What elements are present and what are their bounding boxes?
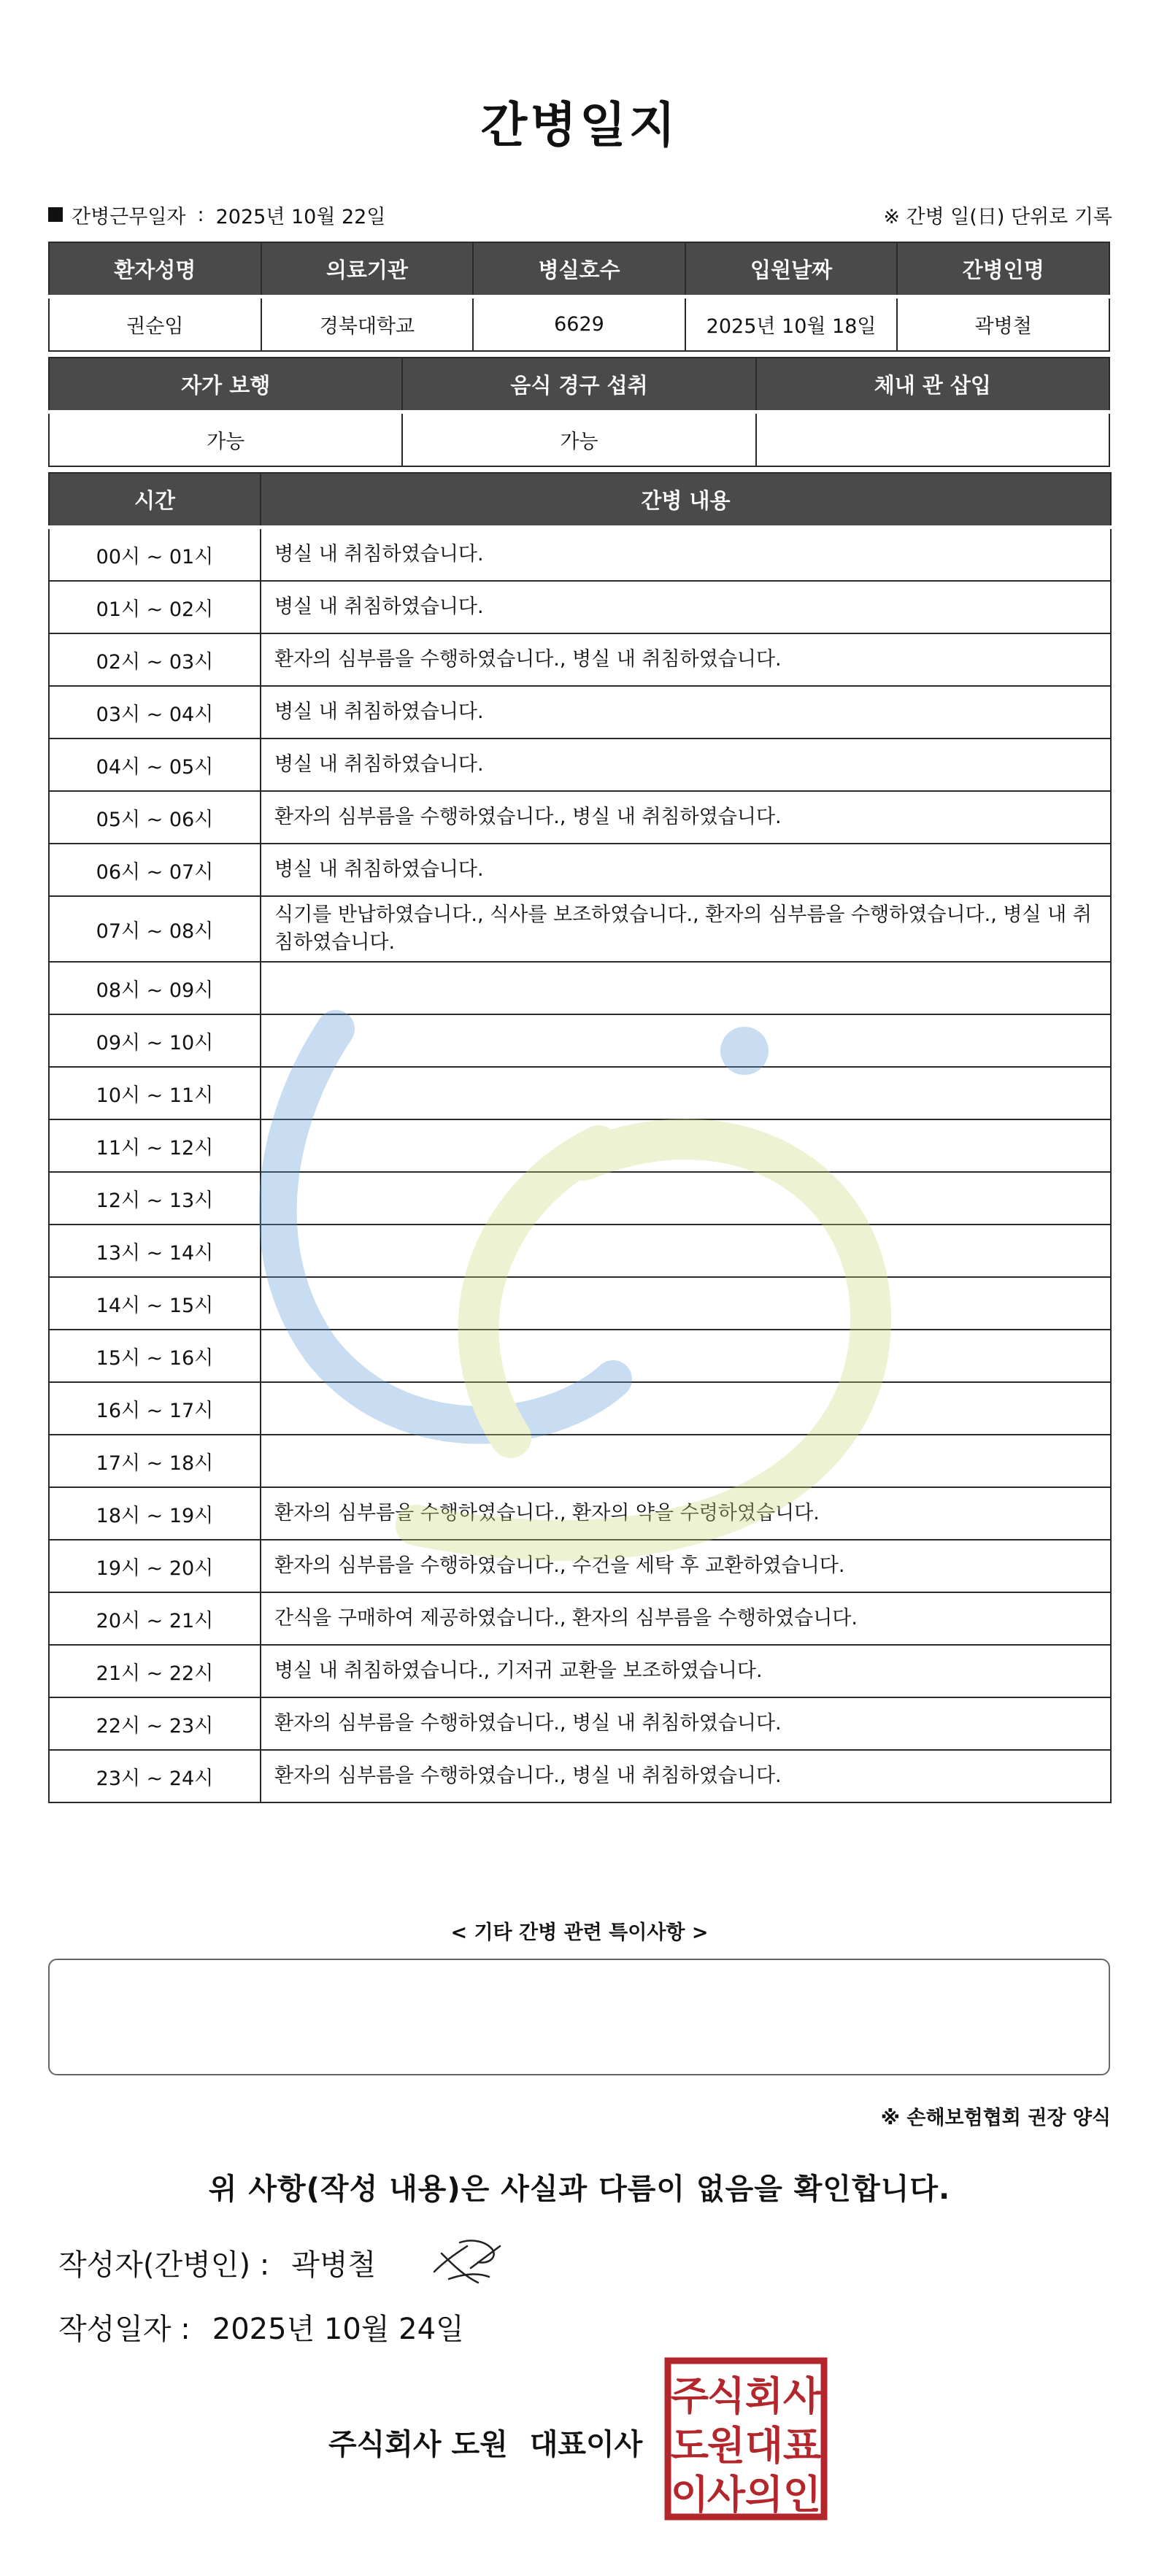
care-content: [261, 1067, 1111, 1119]
oral-intake-value: 가능: [402, 412, 755, 467]
care-content: [261, 962, 1111, 1014]
seal-character: 이: [670, 2472, 709, 2518]
company-name: 주식회사 도원: [328, 2428, 508, 2461]
time-slot: 20시 ~ 21시: [49, 1592, 261, 1645]
confirmation-statement: 위 사항(작성 내용)은 사실과 다름이 없음을 확인합니다.: [208, 2172, 951, 2206]
work-date-label: 간병근무일자: [72, 205, 186, 228]
care-content: [261, 1330, 1111, 1382]
work-date-value: 2025년 10월 22일: [215, 205, 386, 228]
table-row: [49, 1697, 1111, 1750]
care-content: [261, 1435, 1111, 1487]
table-row: [49, 739, 1111, 791]
seal-character: 도: [670, 2423, 709, 2469]
time-slot: 18시 ~ 19시: [49, 1487, 261, 1540]
table-row: [49, 686, 1111, 739]
header-tube-insertion: 체내 관 삽입: [756, 358, 1109, 412]
care-content: [261, 1172, 1111, 1225]
written-date-label: 작성일자 :: [58, 2313, 190, 2346]
header-admission-date: 입원날짜: [685, 242, 898, 297]
square-bullet-icon: [48, 207, 63, 222]
table-row: [49, 1645, 1111, 1697]
care-content: [261, 1119, 1111, 1172]
time-slot: 13시 ~ 14시: [49, 1225, 261, 1277]
care-content: 병실 내 취침하였습니다.: [261, 528, 1111, 582]
recommended-form-note: ※ 손해보험협회 권장 양식: [880, 2107, 1111, 2129]
seal-character: 의: [744, 2472, 784, 2518]
time-slot: 22시 ~ 23시: [49, 1697, 261, 1750]
time-slot: 01시 ~ 02시: [49, 581, 261, 633]
work-date-group: [48, 201, 385, 229]
seal-character: 원: [706, 2423, 746, 2469]
hospital-name: 경북대학교: [261, 297, 474, 352]
table-row: [49, 844, 1111, 896]
room-number: 6629: [473, 297, 685, 352]
care-log-table: [48, 472, 1112, 1803]
care-content: 병실 내 취침하였습니다.: [261, 844, 1111, 896]
header-hospital: 의료기관: [261, 242, 474, 297]
time-slot: 11시 ~ 12시: [49, 1119, 261, 1172]
care-content: [261, 1225, 1111, 1277]
table-row: [49, 1172, 1111, 1225]
tube-insertion-value: [756, 412, 1109, 467]
table-row: [49, 962, 1111, 1014]
table-row: [49, 1487, 1111, 1540]
care-content: 환자의 심부름을 수행하였습니다., 병실 내 취침하였습니다.: [261, 633, 1111, 686]
writer-row: [58, 2242, 376, 2283]
status-header-row: [49, 358, 1109, 412]
header-oral-intake: 음식 경구 섭취: [402, 358, 755, 412]
patient-name: 권순임: [49, 297, 261, 352]
care-content: [261, 1277, 1111, 1330]
table-row: [49, 1382, 1111, 1435]
seal-character: 표: [782, 2423, 822, 2469]
care-content: [261, 1014, 1111, 1067]
care-content: 병실 내 취침하였습니다., 기저귀 교환을 보조하였습니다.: [261, 1645, 1111, 1697]
written-date-value: 2025년 10월 24일: [212, 2313, 464, 2346]
time-slot: 00시 ~ 01시: [49, 528, 261, 582]
care-content: 병실 내 취침하였습니다.: [261, 739, 1111, 791]
care-content: 환자의 심부름을 수행하였습니다., 병실 내 취침하였습니다.: [261, 1750, 1111, 1802]
time-slot: 08시 ~ 09시: [49, 962, 261, 1014]
time-slot: 15시 ~ 16시: [49, 1330, 261, 1382]
patient-info-table: [48, 242, 1110, 352]
self-walking-value: 가능: [49, 412, 402, 467]
time-slot: 05시 ~ 06시: [49, 791, 261, 844]
table-row: [49, 528, 1111, 582]
time-slot: 02시 ~ 03시: [49, 633, 261, 686]
signature-icon: [427, 2232, 507, 2290]
time-slot: 10시 ~ 11시: [49, 1067, 261, 1119]
status-value-row: [49, 412, 1109, 467]
log-header-row: [49, 473, 1111, 528]
seal-character: 회: [744, 2373, 784, 2419]
seal-character: 주: [670, 2373, 709, 2419]
table-row: [49, 1330, 1111, 1382]
care-content: 환자의 심부름을 수행하였습니다., 병실 내 취침하였습니다.: [261, 1697, 1111, 1750]
care-content: 간식을 구매하여 제공하였습니다., 환자의 심부름을 수행하였습니다.: [261, 1592, 1111, 1645]
time-slot: 06시 ~ 07시: [49, 844, 261, 896]
seal-character: 사: [706, 2472, 746, 2518]
time-slot: 16시 ~ 17시: [49, 1382, 261, 1435]
header-time: 시간: [49, 473, 261, 528]
writer-name: 곽병철: [291, 2248, 377, 2282]
written-date-row: [58, 2306, 464, 2348]
care-content: 환자의 심부름을 수행하였습니다., 병실 내 취침하였습니다.: [261, 791, 1111, 844]
work-date-row: [48, 197, 1112, 232]
seal-character: 식: [706, 2373, 746, 2419]
company-ceo-title: 대표이사: [529, 2428, 643, 2461]
care-content: 식기를 반납하였습니다., 식사를 보조하였습니다., 환자의 심부름을 수행하였습니다., 병실 내 취침하였습니다.: [261, 896, 1111, 962]
time-slot: 19시 ~ 20시: [49, 1540, 261, 1592]
table-row: [49, 581, 1111, 633]
time-slot: 04시 ~ 05시: [49, 739, 261, 791]
time-slot: 23시 ~ 24시: [49, 1750, 261, 1802]
table-row: [49, 1750, 1111, 1802]
table-row: [49, 791, 1111, 844]
care-content: [261, 1382, 1111, 1435]
time-slot: 03시 ~ 04시: [49, 686, 261, 739]
admission-date: 2025년 10월 18일: [685, 297, 898, 352]
seal-character: 사: [782, 2373, 822, 2419]
caregiver-name: 곽병철: [897, 297, 1109, 352]
header-caregiver-name: 간병인명: [897, 242, 1109, 297]
table-row: [49, 633, 1111, 686]
header-room-number: 병실호수: [473, 242, 685, 297]
special-notes-box: [48, 1959, 1110, 2075]
work-date-separator: :: [197, 203, 204, 226]
table-row: [49, 1592, 1111, 1645]
seal-character: 인: [782, 2472, 822, 2518]
patient-value-row: [49, 297, 1109, 352]
table-row: [49, 1277, 1111, 1330]
time-slot: 09시 ~ 10시: [49, 1014, 261, 1067]
table-row: [49, 1435, 1111, 1487]
header-self-walking: 자가 보행: [49, 358, 402, 412]
header-care-content: 간병 내용: [261, 473, 1111, 528]
company-seal-icon: [664, 2357, 828, 2521]
table-row: [49, 1119, 1111, 1172]
header-patient-name: 환자성명: [49, 242, 261, 297]
time-slot: 14시 ~ 15시: [49, 1277, 261, 1330]
unit-note: ※ 간병 일(日) 단위로 기록: [883, 205, 1112, 228]
care-content: 환자의 심부름을 수행하였습니다., 환자의 약을 수령하였습니다.: [261, 1487, 1111, 1540]
care-content: 병실 내 취침하였습니다.: [261, 686, 1111, 739]
patient-status-table: [48, 357, 1110, 467]
time-slot: 12시 ~ 13시: [49, 1172, 261, 1225]
time-slot: 21시 ~ 22시: [49, 1645, 261, 1697]
table-row: [49, 1014, 1111, 1067]
table-row: [49, 1540, 1111, 1592]
table-row: [49, 896, 1111, 962]
log-body: [49, 528, 1111, 1803]
time-slot: 07시 ~ 08시: [49, 896, 261, 962]
care-content: 환자의 심부름을 수행하였습니다., 수건을 세탁 후 교환하였습니다.: [261, 1540, 1111, 1592]
patient-header-row: [49, 242, 1109, 297]
page-title: 간병일지: [480, 97, 679, 153]
table-row: [49, 1225, 1111, 1277]
table-row: [49, 1067, 1111, 1119]
time-slot: 17시 ~ 18시: [49, 1435, 261, 1487]
notes-title: < 기타 간병 관련 특이사항 >: [450, 1921, 709, 1944]
company-signature-line: [328, 2421, 642, 2463]
care-content: 병실 내 취침하였습니다.: [261, 581, 1111, 633]
writer-label: 작성자(간병인) :: [58, 2248, 270, 2282]
seal-character: 대: [744, 2423, 784, 2469]
